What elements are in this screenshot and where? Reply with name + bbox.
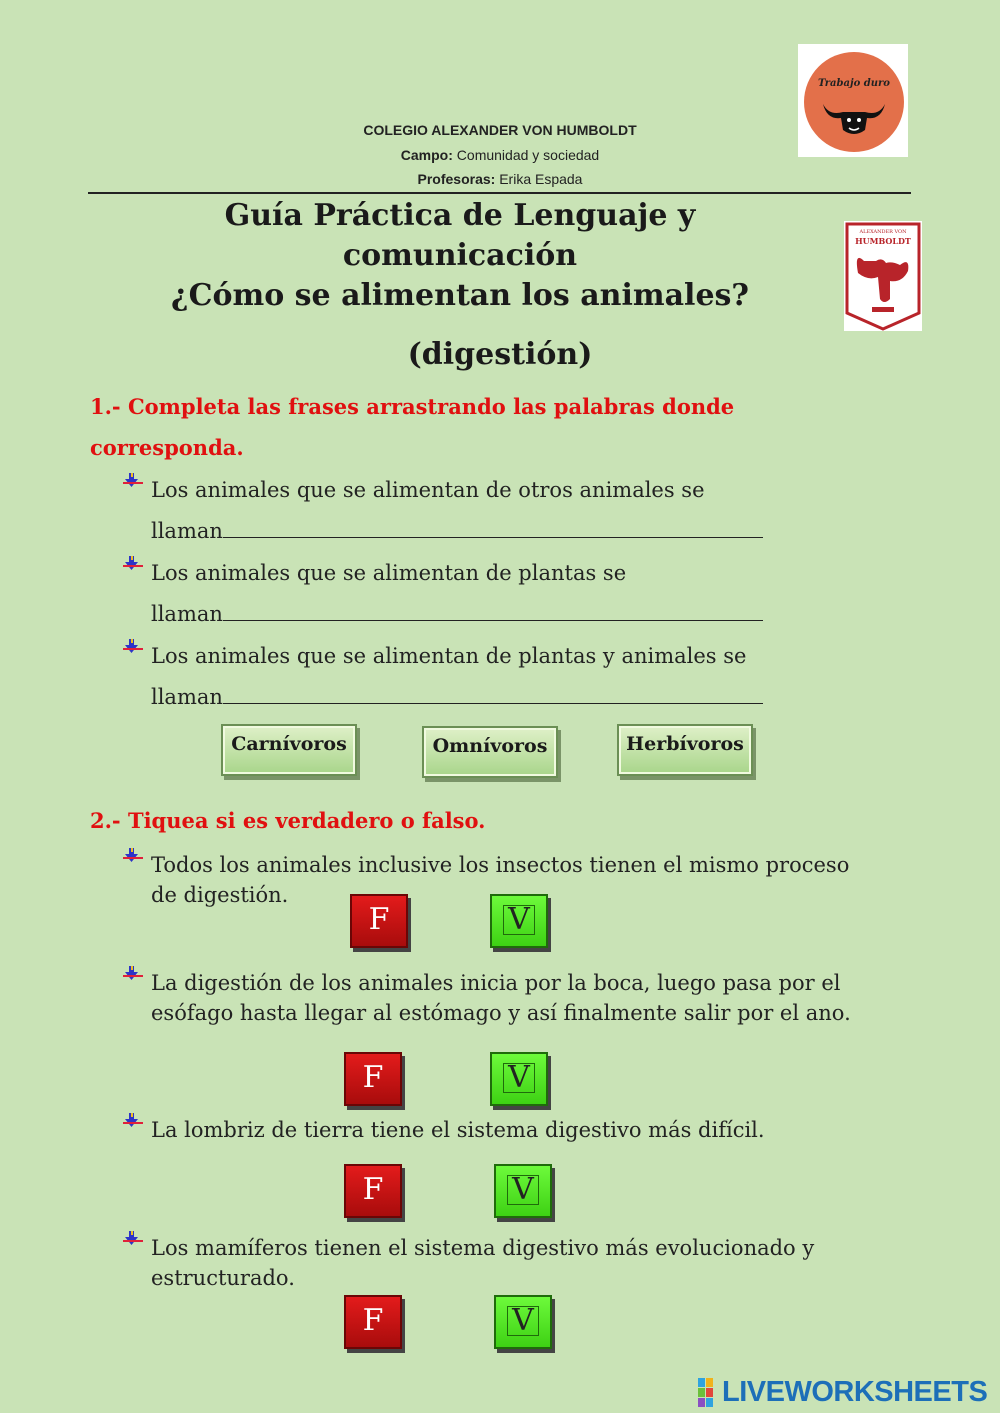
- crest-text-top: ALEXANDER VON: [859, 229, 907, 235]
- page-title-line2: comunicación: [342, 238, 578, 273]
- arrow-bullet-icon: [122, 962, 144, 984]
- tf-item: [122, 1115, 992, 1149]
- fill-item-llaman: llaman: [151, 519, 223, 543]
- false-button[interactable]: F: [344, 1052, 402, 1106]
- school-name: COLEGIO ALEXANDER VON HUMBOLDT: [363, 122, 637, 138]
- tf-item-text-line2: esófago hasta llegar al estómago y así finalmente salir por el ano.: [151, 1001, 851, 1025]
- word-carnivoros[interactable]: Carnívoros: [221, 724, 357, 776]
- fill-item: [122, 641, 982, 721]
- fill-item-label: [151, 682, 763, 712]
- tf-item-text-line1: Todos los animales inclusive los insectos tienen el mismo proceso: [151, 853, 850, 877]
- campo-value: Comunidad y sociedad: [456, 147, 600, 163]
- profesoras-value: Erika Espada: [499, 171, 583, 187]
- header-divider: [88, 192, 911, 194]
- fill-item-text: Los animales que se alimentan de plantas se: [151, 561, 627, 585]
- tf-item: [122, 1233, 992, 1297]
- arrow-bullet-icon: [122, 1227, 144, 1249]
- fill-item: [122, 558, 982, 638]
- tf-item-text-line1: La lombriz de tierra tiene el sistema digestivo más difícil.: [151, 1118, 765, 1142]
- true-button-label: V: [503, 1063, 535, 1093]
- fill-item-label: [151, 599, 763, 629]
- section1-heading-line1: 1.- Completa las frases arrastrando las palabras donde: [90, 394, 735, 419]
- word-herbivoros[interactable]: Herbívoros: [617, 724, 753, 776]
- false-button[interactable]: F: [350, 894, 408, 948]
- drop-zone[interactable]: [223, 517, 763, 538]
- campo-line: [0, 147, 1000, 163]
- true-button[interactable]: [494, 1295, 552, 1349]
- true-button[interactable]: [494, 1164, 552, 1218]
- arrow-bullet-icon: [122, 635, 144, 657]
- true-button[interactable]: [490, 1052, 548, 1106]
- tf-item: [122, 850, 992, 914]
- liveworksheets-brand: LIVEWORKSHEETS: [722, 1376, 988, 1408]
- tf-item-text-line2: estructurado.: [151, 1266, 295, 1290]
- page-title-line4: (digestión): [407, 337, 593, 372]
- true-button-label: V: [507, 1175, 539, 1205]
- word-omnivoros[interactable]: Omnívoros: [422, 726, 558, 778]
- fill-item: [122, 475, 982, 555]
- liveworksheets-icon: [698, 1378, 722, 1408]
- crest-text-main: HUMBOLDT: [855, 236, 911, 246]
- drop-zone[interactable]: [223, 600, 763, 621]
- tf-item-text-line1: Los mamíferos tienen el sistema digestivo más evolucionado y: [151, 1236, 815, 1260]
- campo-label: Campo:: [400, 147, 453, 163]
- tf-item-text-line2: de digestión.: [151, 883, 289, 907]
- arrow-bullet-icon: [122, 844, 144, 866]
- tf-item-text-line1: La digestión de los animales inicia por la boca, luego pasa por el: [151, 971, 841, 995]
- true-button-label: V: [503, 905, 535, 935]
- liveworksheets-logo: [698, 1376, 998, 1410]
- fill-item-label: [151, 516, 763, 546]
- section2-heading: 2.- Tiquea si es verdadero o falso.: [90, 808, 486, 833]
- profesoras-line: [0, 171, 1000, 187]
- fill-item-text: Los animales que se alimentan de otros animales se: [151, 478, 705, 502]
- fill-item-text: Los animales que se alimentan de plantas y animales se: [151, 644, 747, 668]
- logo-text: Trabajo duro: [818, 78, 890, 89]
- school-logo: [798, 44, 908, 157]
- arrow-bullet-icon: [122, 1109, 144, 1131]
- drop-zone[interactable]: [223, 683, 763, 704]
- arrow-bullet-icon: [122, 469, 144, 491]
- section1-heading-line2: corresponda.: [90, 435, 244, 460]
- arrow-bullet-icon: [122, 552, 144, 574]
- false-button[interactable]: F: [344, 1164, 402, 1218]
- profesoras-label: Profesoras:: [417, 171, 496, 187]
- fill-item-llaman: llaman: [151, 685, 223, 709]
- tf-item: [122, 968, 992, 1032]
- false-button[interactable]: F: [344, 1295, 402, 1349]
- page-title-line1: Guía Práctica de Lenguaje y: [224, 198, 696, 233]
- fill-item-llaman: llaman: [151, 602, 223, 626]
- page-title-line3: ¿Cómo se alimentan los animales?: [170, 278, 750, 313]
- true-button-label: V: [507, 1306, 539, 1336]
- true-button[interactable]: [490, 894, 548, 948]
